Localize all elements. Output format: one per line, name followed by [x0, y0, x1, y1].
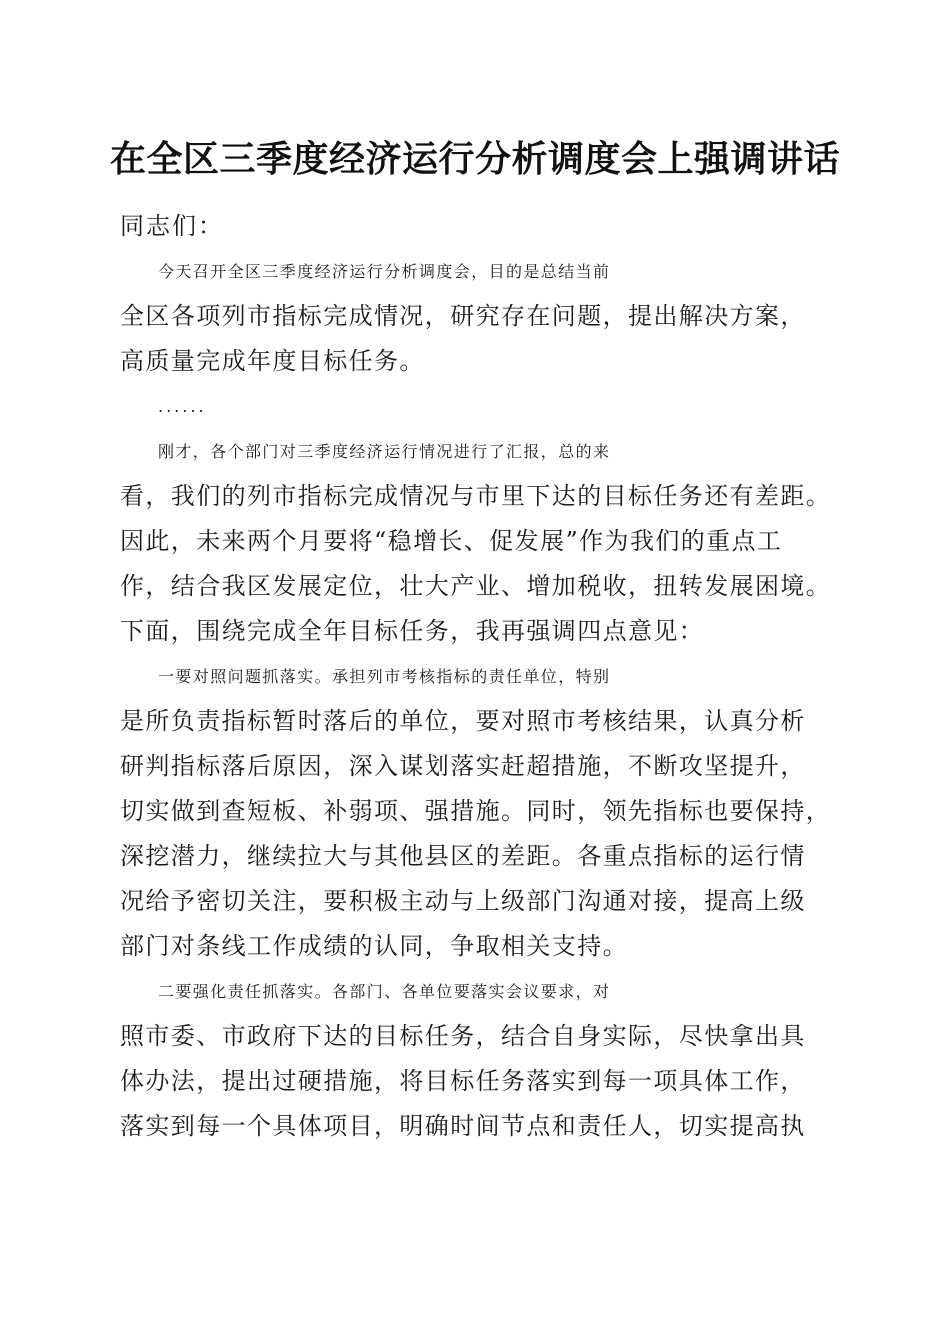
text-line: 作，结合我区发展定位，壮大产业、增加税收，扭转发展困境。: [120, 572, 832, 600]
text-line: 切实做到查短板、补弱项、强措施。同时，领先指标也要保持，: [120, 797, 832, 825]
text-line: 研判指标落后原因，深入谋划落实赶超措施，不断攻坚提升，: [120, 752, 806, 780]
text-line: 下面，围绕完成全年目标任务，我再强调四点意见：: [120, 617, 705, 645]
text-line: 因此，未来两个月要将“稳增长、促发展”作为我们的重点工: [120, 527, 783, 555]
text-line: 照市委、市政府下达的目标任务，结合自身实际，尽快拿出具: [120, 1022, 806, 1050]
text-line: 刚才，各个部门对三季度经济运行情况进行了汇报，总的来: [158, 442, 611, 461]
document-body: [120, 204, 835, 1149]
text-line: 今天召开全区三季度经济运行分析调度会，目的是总结当前: [158, 262, 611, 281]
text-line: 体办法，提出过硬措施，将目标任务落实到每一项具体工作，: [120, 1067, 806, 1095]
text-line: 是所负责指标暂时落后的单位，要对照市考核结果，认真分析: [120, 707, 806, 735]
text-line: 一要对照问题抓落实。承担列市考核指标的责任单位，特别: [158, 667, 611, 686]
text-line: 看，我们的列市指标完成情况与市里下达的目标任务还有差距。: [120, 482, 832, 510]
text-line: 部门对条线工作成绩的认同，争取相关支持。: [120, 932, 628, 960]
text-line: 深挖潜力，继续拉大与其他县区的差距。各重点指标的运行情: [120, 842, 806, 870]
text-line: 况给予密切关注，要积极主动与上级部门沟通对接，提高上级: [120, 887, 806, 915]
ellipsis-line: ......: [158, 397, 207, 416]
text-line: 高质量完成年度目标任务。: [120, 347, 425, 375]
salutation: 同志们：: [120, 212, 224, 240]
paragraph-lines: [120, 249, 835, 1149]
text-line: 二要强化责任抓落实。各部门、各单位要落实会议要求，对: [158, 982, 611, 1001]
text-line: 全区各项列市指标完成情况，研究存在问题，提出解决方案，: [120, 302, 806, 330]
text-line: 落实到每一个具体项目，明确时间节点和责任人，切实提高执: [120, 1112, 806, 1140]
document-title: 在全区三季度经济运行分析调度会上强调讲话: [109, 138, 840, 180]
